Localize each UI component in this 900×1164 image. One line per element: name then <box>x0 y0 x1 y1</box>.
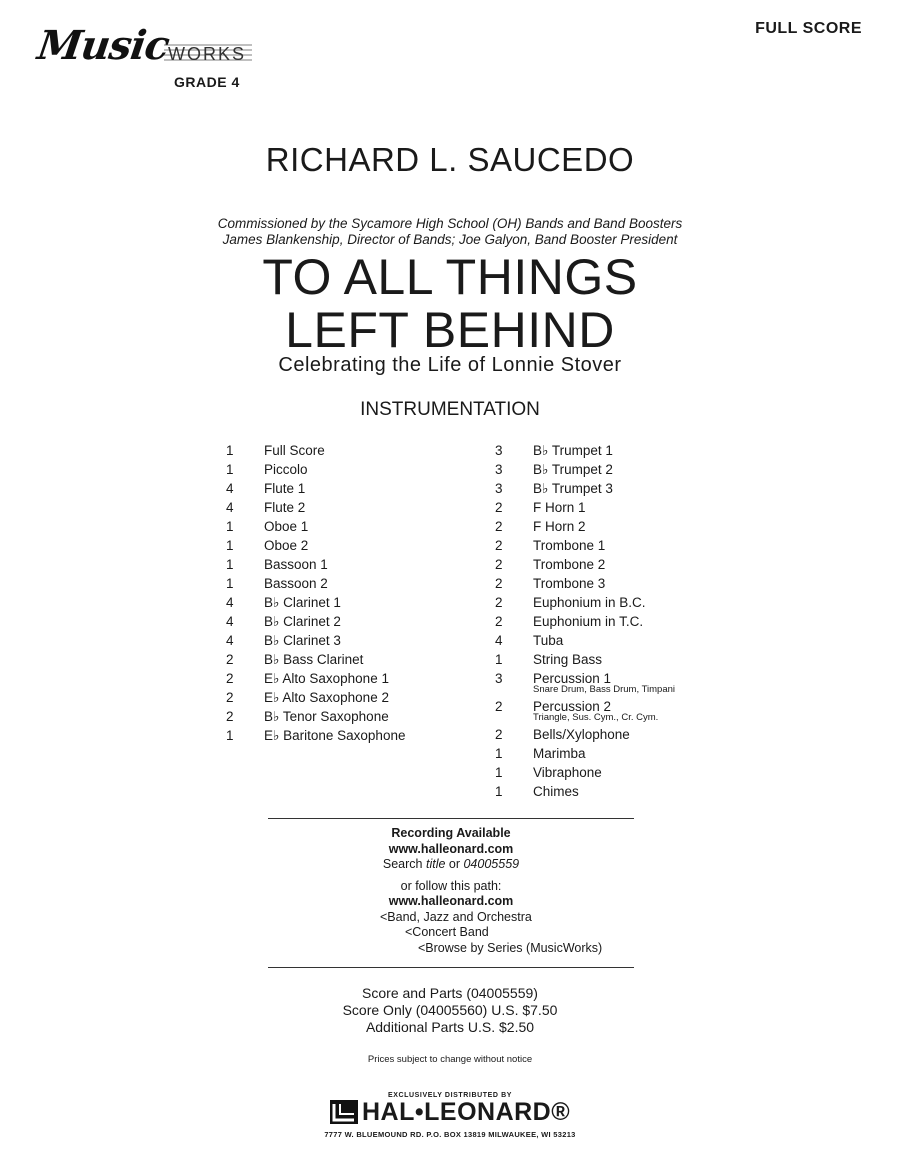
instrument-name-wrap <box>264 669 389 688</box>
follow-path-text: or follow this path: <box>400 878 502 893</box>
recording-heading: Recording Available <box>391 826 511 840</box>
instrument-name-wrap <box>533 460 613 479</box>
instrument-name: B♭ Bass Clarinet <box>264 652 364 667</box>
instrument-name: Piccolo <box>264 462 308 477</box>
instrument-quantity: 3 <box>495 671 503 686</box>
instrument-name: E♭ Baritone Saxophone <box>264 728 406 743</box>
instrument-name-wrap <box>264 707 389 726</box>
instrument-row <box>495 498 745 517</box>
instrument-quantity: 1 <box>226 443 234 458</box>
instrument-name-wrap <box>533 441 613 460</box>
instrument-name: F Horn 2 <box>533 519 586 534</box>
instrument-row <box>495 517 745 536</box>
instrument-quantity: 3 <box>495 443 503 458</box>
distributed-by-label: EXCLUSIVELY DISTRIBUTED BY <box>387 1092 513 1099</box>
commission-line-1: Commissioned by the Sycamore High School (OH) Bands and Band Boosters <box>217 216 683 231</box>
instrument-quantity: 2 <box>495 557 503 572</box>
piece-title <box>0 251 900 357</box>
instrument-name-wrap <box>533 574 605 593</box>
instrument-row <box>226 593 476 612</box>
instrument-name-wrap <box>533 669 675 697</box>
instrument-name-wrap <box>264 593 341 612</box>
instrument-name-wrap <box>533 593 646 612</box>
instrument-name-wrap <box>533 650 602 669</box>
instrument-name-wrap <box>533 631 563 650</box>
instrument-row <box>226 574 476 593</box>
divider-top <box>268 818 634 819</box>
instrument-row <box>495 744 745 763</box>
price-notice: Prices subject to change without notice <box>367 1054 533 1065</box>
instrument-row <box>495 697 745 725</box>
instrument-row <box>495 574 745 593</box>
price-score-only: Score Only (04005560) U.S. $7.50 <box>342 1002 558 1018</box>
instrument-note: Snare Drum, Bass Drum, Timpani <box>533 684 676 695</box>
instrument-quantity: 1 <box>495 652 503 667</box>
recording-search-line <box>268 857 634 873</box>
divider-bottom <box>268 967 634 968</box>
instrument-name: B♭ Trumpet 3 <box>533 481 613 496</box>
instrument-name: Full Score <box>264 443 325 458</box>
instrument-name: Tuba <box>533 633 564 648</box>
instrument-name: Trombone 2 <box>533 557 606 572</box>
instrument-row <box>226 555 476 574</box>
instrument-name: B♭ Trumpet 2 <box>533 462 613 477</box>
instrumentation-list-right <box>495 441 745 801</box>
instrument-quantity: 1 <box>226 519 234 534</box>
instrument-name-wrap <box>264 650 363 669</box>
instrument-quantity: 2 <box>495 500 503 515</box>
instrument-row <box>226 707 476 726</box>
instrument-name: Euphonium in T.C. <box>533 614 644 629</box>
instrument-name: B♭ Trumpet 1 <box>533 443 613 458</box>
instrument-name: Flute 2 <box>264 500 306 515</box>
instrument-name-wrap <box>264 631 341 650</box>
instrument-name-wrap <box>533 498 586 517</box>
instrument-quantity: 1 <box>226 576 234 591</box>
recording-url-2[interactable]: www.halleonard.com <box>388 894 514 908</box>
instrument-quantity: 4 <box>226 481 234 496</box>
instrument-name-wrap <box>264 460 308 479</box>
instrument-name-wrap <box>264 726 405 745</box>
instrument-row <box>495 479 745 498</box>
instrument-name: B♭ Clarinet 2 <box>264 614 341 629</box>
instrument-row <box>226 536 476 555</box>
instrument-name-wrap <box>264 555 328 574</box>
instrument-name-wrap <box>264 688 389 707</box>
instrument-name-wrap <box>533 517 586 536</box>
instrument-name-wrap <box>533 725 630 744</box>
path-step-2: <Concert Band <box>405 925 489 939</box>
instrument-quantity: 3 <box>495 481 503 496</box>
search-title-word: title <box>425 857 446 871</box>
instrument-row <box>495 612 745 631</box>
instrument-quantity: 1 <box>495 765 503 780</box>
instrument-row <box>495 669 745 697</box>
instrument-quantity: 2 <box>495 576 503 591</box>
instrument-name: B♭ Tenor Saxophone <box>264 709 389 724</box>
musicworks-logo <box>34 22 268 94</box>
instrument-row <box>226 517 476 536</box>
instrument-row <box>495 593 745 612</box>
title-line-1: TO ALL THINGS <box>262 249 638 305</box>
instrument-row <box>226 726 476 745</box>
composer-name: RICHARD L. SAUCEDO <box>265 141 635 178</box>
instrument-name: Euphonium in B.C. <box>533 595 646 610</box>
instrument-row <box>495 763 745 782</box>
instrument-name: Percussion 1 <box>533 671 612 686</box>
instrument-name: Trombone 3 <box>533 576 606 591</box>
piece-subtitle: Celebrating the Life of Lonnie Stover <box>278 354 622 376</box>
instrument-name: Oboe 1 <box>264 519 309 534</box>
instrument-quantity: 1 <box>226 728 234 743</box>
instrument-quantity: 2 <box>226 652 234 667</box>
instrument-name-wrap <box>533 479 613 498</box>
instrument-name-wrap <box>533 612 643 631</box>
instrument-name-wrap <box>533 555 605 574</box>
instrument-quantity: 1 <box>495 784 503 799</box>
instrument-name: Trombone 1 <box>533 538 606 553</box>
instrument-name: B♭ Clarinet 1 <box>264 595 341 610</box>
instrument-name: Vibraphone <box>533 765 602 780</box>
instrument-row <box>495 725 745 744</box>
price-score-and-parts: Score and Parts (04005559) <box>362 985 538 1001</box>
instrument-name-wrap <box>533 536 605 555</box>
instrument-quantity: 4 <box>495 633 503 648</box>
search-code: 04005559 <box>463 857 520 871</box>
instrument-name-wrap <box>264 498 305 517</box>
instrument-row <box>495 782 745 801</box>
instrument-row <box>495 441 745 460</box>
instrument-row <box>226 688 476 707</box>
instrument-row <box>226 612 476 631</box>
full-score-label: FULL SCORE <box>755 20 862 37</box>
instrument-row <box>495 555 745 574</box>
instrument-quantity: 1 <box>226 538 234 553</box>
instrument-name: String Bass <box>533 652 603 667</box>
instrument-name: B♭ Clarinet 3 <box>264 633 341 648</box>
instrument-row <box>226 441 476 460</box>
instrument-name: Chimes <box>533 784 579 799</box>
instrument-quantity: 2 <box>495 727 503 742</box>
instrument-quantity: 2 <box>495 595 503 610</box>
instrument-quantity: 1 <box>226 557 234 572</box>
instrument-quantity: 4 <box>226 500 234 515</box>
instrument-quantity: 4 <box>226 633 234 648</box>
recording-url-1[interactable]: www.halleonard.com <box>388 841 514 856</box>
hal-leonard-wordmark: HAL•LEONARD® <box>362 1098 571 1126</box>
instrument-name: E♭ Alto Saxophone 2 <box>264 690 389 705</box>
instrument-quantity: 4 <box>226 614 234 629</box>
search-or: or <box>445 857 464 871</box>
instrumentation-list-left <box>226 441 476 745</box>
instrument-quantity: 1 <box>495 746 503 761</box>
instrument-name-wrap <box>264 612 341 631</box>
grade-label: GRADE 4 <box>174 74 240 90</box>
recording-info <box>268 826 634 956</box>
commission-note <box>0 216 900 248</box>
instrument-name: Marimba <box>533 746 586 761</box>
hal-leonard-logo <box>330 1100 580 1126</box>
commission-line-2: James Blankenship, Director of Bands; Joe Galyon, Band Booster President <box>222 232 678 247</box>
instrument-quantity: 2 <box>495 699 503 714</box>
instrumentation-heading: INSTRUMENTATION <box>360 399 540 420</box>
instrument-row <box>226 460 476 479</box>
instrument-quantity: 2 <box>495 538 503 553</box>
instrument-quantity: 4 <box>226 595 234 610</box>
instrument-name: Oboe 2 <box>264 538 309 553</box>
instrument-row <box>226 650 476 669</box>
search-prefix: Search <box>382 857 426 871</box>
instrument-quantity: 2 <box>226 690 234 705</box>
publisher-address: 7777 W. BLUEMOUND RD. P.O. BOX 13819 MILWAUKEE, WI 53213 <box>324 1130 576 1139</box>
instrument-row <box>226 669 476 688</box>
instrument-name-wrap <box>533 744 586 763</box>
instrument-name: Percussion 2 <box>533 699 612 714</box>
instrument-name-wrap <box>264 479 305 498</box>
instrument-quantity: 2 <box>226 709 234 724</box>
hal-leonard-mark-icon <box>330 1100 358 1124</box>
instrument-name: Bassoon 1 <box>264 557 328 572</box>
instrument-row <box>226 498 476 517</box>
instrument-quantity: 3 <box>495 462 503 477</box>
instrument-name: E♭ Alto Saxophone 1 <box>264 671 389 686</box>
title-line-2: LEFT BEHIND <box>285 302 615 358</box>
instrument-name-wrap <box>264 441 325 460</box>
path-step-1: <Band, Jazz and Orchestra <box>380 909 532 924</box>
price-additional-parts: Additional Parts U.S. $2.50 <box>365 1019 535 1035</box>
instrument-row <box>226 479 476 498</box>
instrument-quantity: 2 <box>495 519 503 534</box>
instrument-row <box>495 631 745 650</box>
instrument-name-wrap <box>264 574 328 593</box>
instrument-row <box>495 460 745 479</box>
instrument-name: Flute 1 <box>264 481 306 496</box>
path-step-3: <Browse by Series (MusicWorks) <box>418 940 603 955</box>
instrument-quantity: 1 <box>226 462 234 477</box>
instrument-note: Triangle, Sus. Cym., Cr. Cym. <box>533 712 659 723</box>
instrument-name: F Horn 1 <box>533 500 586 515</box>
instrument-name-wrap <box>533 697 658 725</box>
instrument-name-wrap <box>264 517 308 536</box>
instrument-quantity: 2 <box>495 614 503 629</box>
logo-script-text: Music <box>34 22 172 69</box>
instrument-name: Bells/Xylophone <box>533 727 630 742</box>
logo-works-text: WORKS <box>168 44 247 64</box>
instrument-row <box>226 631 476 650</box>
instrument-row <box>495 650 745 669</box>
instrument-name-wrap <box>533 782 579 801</box>
instrument-quantity: 2 <box>226 671 234 686</box>
pricing-info <box>0 985 900 1036</box>
instrument-name-wrap <box>264 536 308 555</box>
instrument-name-wrap <box>533 763 602 782</box>
instrument-name: Bassoon 2 <box>264 576 328 591</box>
instrument-row <box>495 536 745 555</box>
